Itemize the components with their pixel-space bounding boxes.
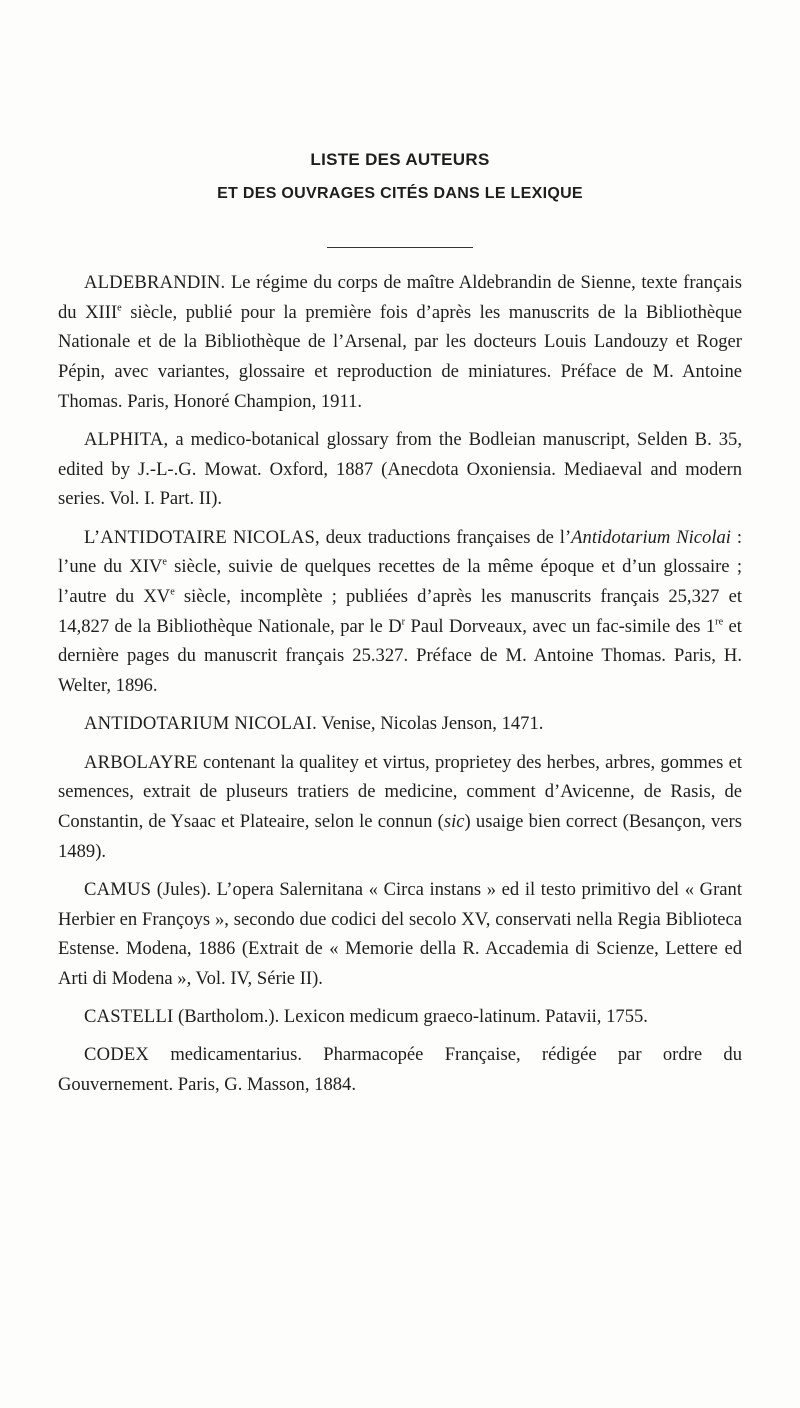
bibliography-entry — [58, 748, 742, 867]
bibliography-entry — [58, 709, 742, 739]
entry-text: : l’une du XIV — [58, 526, 742, 578]
superscript-text: e — [162, 556, 167, 568]
entry-text: siècle, suivie de quelques recettes de la même époque et d’un glossaire ; l’autre du XV — [58, 556, 742, 608]
entry-text: contenant la qualitey et virtus, proprietey des herbes, arbres, gommes et semences, extrait de pluseurs tratiers de medicine, comment d’Avicenne, de Rasis, de Constantin, de Ysaac et Plateaire, selon le connun ( — [58, 751, 742, 832]
heading-divider — [327, 247, 473, 248]
bibliography-entry — [58, 1002, 742, 1032]
superscript-text: e — [170, 586, 175, 598]
superscript-text: re — [715, 616, 724, 628]
italic-title: sic — [443, 810, 465, 832]
bibliography-list — [58, 268, 742, 1100]
heading-line-2: ET DES OUVRAGES CITÉS DANS LE LEXIQUE — [217, 185, 583, 202]
entry-text: (Jules). L’opera Salernitana « Circa instans » ed il testo primitivo del « Grant Herbier en Françoys », secondo due codici del secolo XV, conservati nella Regia Biblioteca Estense. Modena, 1886 (Extrait de « Memorie della R. Accademia di Scienze, Lettere ed Arti di Modena », Vol. IV, Série II). — [58, 878, 742, 989]
entry-text: Paul Dorveaux, avec un fac-simile des 1 — [405, 615, 716, 637]
bibliography-entry — [58, 425, 742, 514]
entry-text: Venise, Nicolas Jenson, 1471. — [317, 713, 544, 735]
entry-text: a medico-botanical glossary from the Bodleian manuscript, Selden B. 35, edited by J.-L-.G. Mowat. Oxford, 1887 (Anecdota Oxoniensia. Mediaeval and modern series. Vol. I. Part. II). — [58, 429, 742, 510]
bibliography-entry — [58, 523, 742, 701]
bibliography-entry — [58, 268, 742, 417]
heading-line-1: LISTE DES AUTEURS — [310, 150, 490, 169]
entry-author: ALPHITA, — [84, 429, 169, 451]
entry-author: ALDEBRANDIN. — [84, 272, 226, 293]
page-heading — [58, 150, 742, 204]
superscript-text: r — [401, 616, 406, 628]
superscript-text: e — [117, 302, 122, 314]
entry-author: L’ANTIDOTAIRE NICOLAS, — [84, 526, 320, 548]
entry-author: CASTELLI — [84, 1006, 174, 1028]
entry-author: ARBOLAYRE — [84, 751, 198, 773]
italic-title: Antidotarium Nicolai — [571, 526, 731, 548]
bibliography-entry — [58, 1040, 742, 1099]
entry-text: Le régime du corps de maître Aldebrandin de Sienne, texte français du XIII — [58, 272, 742, 323]
entry-author: CAMUS — [84, 878, 152, 900]
entry-author: CODEX — [84, 1044, 150, 1066]
bibliography-entry — [58, 875, 742, 994]
entry-author: ANTIDOTARIUM NICOLAI. — [84, 713, 318, 735]
entry-text: siècle, publié pour la première fois d’après les manuscrits de la Bibliothèque Nationale et de la Bibliothèque de l’Arsenal, par les docteurs Louis Landouzy et Roger Pépin, avec variantes, glossaire et reproduction de miniatures. Préface de M. Antoine Thomas. Paris, Honoré Champion, 1911. — [58, 301, 742, 412]
entry-text: et dernière pages du manuscrit français 25.327. Préface de M. Antoine Thomas. Paris, H. Welter, 1896. — [58, 615, 742, 697]
entry-text: ) usaige bien correct (Besançon, vers 1489). — [58, 810, 742, 862]
entry-text: medicamentarius. Pharmacopée Française, rédigée par ordre du Gouvernement. Paris, G. Masson, 1884. — [58, 1044, 742, 1096]
entry-text: deux traductions françaises de l’ — [319, 526, 572, 548]
entry-text: (Bartholom.). Lexicon medicum graeco-latinum. Patavii, 1755. — [173, 1006, 648, 1028]
entry-text: siècle, incomplète ; publiées d’après les manuscrits français 25,327 et 14,827 de la Bibliothèque Nationale, par le D — [58, 586, 743, 637]
